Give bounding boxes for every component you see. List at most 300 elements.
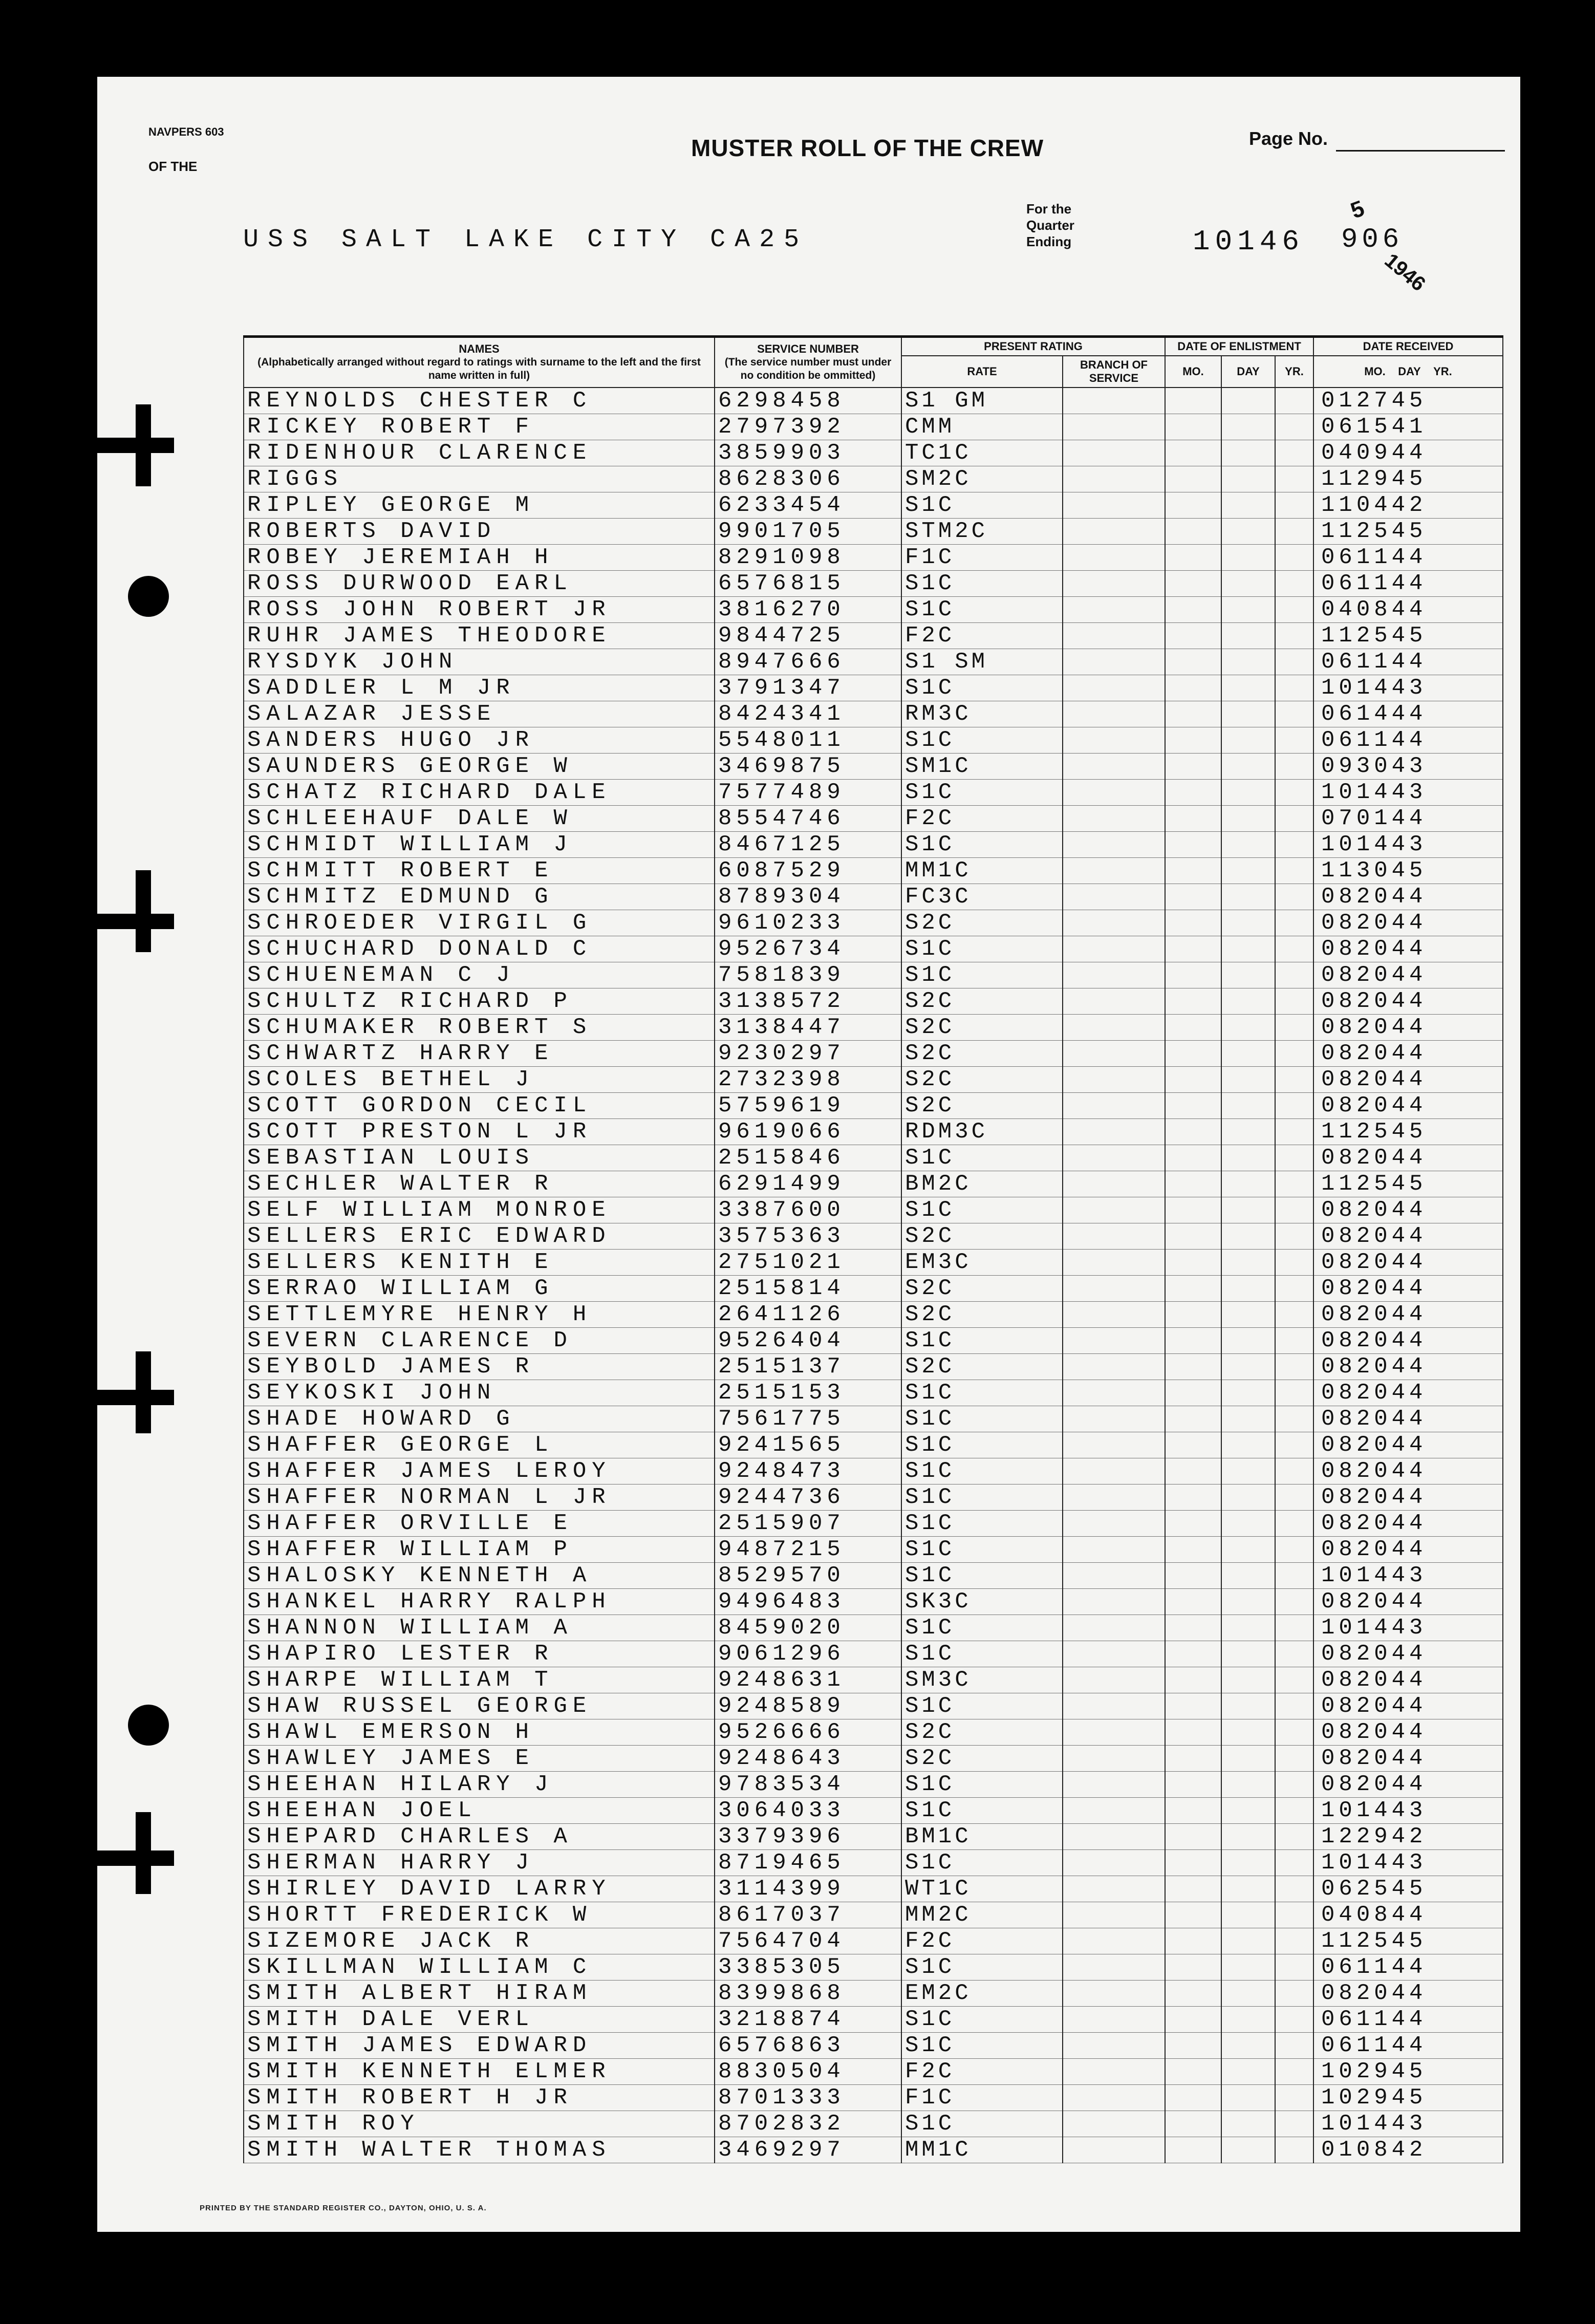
- date-received: 101443: [1313, 1615, 1503, 1641]
- service-number: 2641126: [715, 1302, 901, 1328]
- branch-of-service: [1063, 1876, 1165, 1902]
- enlistment-mo: [1165, 962, 1221, 988]
- enlistment-yr: [1275, 1380, 1313, 1406]
- crew-name: SHAFFER ORVILLE E: [244, 1511, 715, 1537]
- enlistment-day: [1221, 780, 1275, 806]
- crew-name: SMITH JAMES EDWARD: [244, 2033, 715, 2059]
- enlistment-mo: [1165, 910, 1221, 936]
- service-number: 9496483: [715, 1589, 901, 1615]
- table-row: [244, 910, 1503, 936]
- crew-name: SEYKOSKI JOHN: [244, 1380, 715, 1406]
- crew-name: SIZEMORE JACK R: [244, 1928, 715, 1954]
- table-row: [244, 2059, 1503, 2085]
- service-number: 8702832: [715, 2111, 901, 2137]
- service-number: 8424341: [715, 701, 901, 727]
- rate: S1C: [901, 571, 1063, 597]
- enlistment-yr: [1275, 2111, 1313, 2137]
- service-number: 2515137: [715, 1354, 901, 1380]
- service-number: 3469297: [715, 2137, 901, 2163]
- rate: S1C: [901, 597, 1063, 623]
- crew-name: ROBEY JEREMIAH H: [244, 545, 715, 571]
- enlistment-yr: [1275, 2059, 1313, 2085]
- date-received: 082044: [1313, 936, 1503, 962]
- date-received: 061144: [1313, 2007, 1503, 2033]
- table-row: [244, 1772, 1503, 1798]
- crew-name: SHADE HOWARD G: [244, 1406, 715, 1432]
- enlistment-yr: [1275, 806, 1313, 832]
- date-received: 113045: [1313, 858, 1503, 884]
- date-received: 062545: [1313, 1876, 1503, 1902]
- service-number: 3469875: [715, 754, 901, 780]
- branch-of-service: [1063, 1641, 1165, 1667]
- rate: S1C: [901, 780, 1063, 806]
- enlistment-mo: [1165, 701, 1221, 727]
- branch-of-service: [1063, 2085, 1165, 2111]
- table-row: [244, 414, 1503, 440]
- enlistment-day: [1221, 727, 1275, 754]
- enlistment-yr: [1275, 623, 1313, 649]
- enlistment-day: [1221, 466, 1275, 492]
- enlistment-day: [1221, 1981, 1275, 2007]
- crew-name: SCHWARTZ HARRY E: [244, 1041, 715, 1067]
- branch-of-service: [1063, 492, 1165, 519]
- enlistment-mo: [1165, 1406, 1221, 1432]
- enlistment-yr: [1275, 1876, 1313, 1902]
- rate: S1C: [901, 1537, 1063, 1563]
- date-received: 110442: [1313, 492, 1503, 519]
- rate: MM2C: [901, 1902, 1063, 1928]
- table-row: [244, 988, 1503, 1015]
- date-received: 082044: [1313, 1458, 1503, 1484]
- table-row: [244, 1328, 1503, 1354]
- branch-of-service: [1063, 440, 1165, 466]
- enlistment-mo: [1165, 623, 1221, 649]
- date-received: 040844: [1313, 597, 1503, 623]
- rate: S1C: [901, 1511, 1063, 1537]
- enlistment-day: [1221, 806, 1275, 832]
- page-no-line: [1336, 150, 1505, 152]
- branch-of-service: [1063, 988, 1165, 1015]
- crew-name: SMITH KENNETH ELMER: [244, 2059, 715, 2085]
- rate: S2C: [901, 910, 1063, 936]
- table-row: [244, 2137, 1503, 2163]
- crew-name: SHANNON WILLIAM A: [244, 1615, 715, 1641]
- date-received: 061144: [1313, 545, 1503, 571]
- rate: S1C: [901, 1484, 1063, 1511]
- service-number: 7577489: [715, 780, 901, 806]
- enlistment-day: [1221, 884, 1275, 910]
- crew-name: SCHULTZ RICHARD P: [244, 988, 715, 1015]
- service-number-header: SERVICE NUMBER (The service number must under no condition be ommitted): [715, 337, 901, 388]
- enlistment-yr: [1275, 2033, 1313, 2059]
- rate: S2C: [901, 1067, 1063, 1093]
- service-number: 6233454: [715, 492, 901, 519]
- table-row: [244, 466, 1503, 492]
- enlistment-mo: [1165, 1015, 1221, 1041]
- branch-of-service: [1063, 1406, 1165, 1432]
- enlistment-mo: [1165, 1981, 1221, 2007]
- rate: EM3C: [901, 1250, 1063, 1276]
- crew-name: SHARPE WILLIAM T: [244, 1667, 715, 1693]
- rate: EM2C: [901, 1981, 1063, 2007]
- enlistment-yr: [1275, 727, 1313, 754]
- crew-name: ROSS DURWOOD EARL: [244, 571, 715, 597]
- enlistment-yr: [1275, 492, 1313, 519]
- crew-name: SHEEHAN JOEL: [244, 1798, 715, 1824]
- binder-post: [136, 1351, 151, 1433]
- table-row: [244, 1667, 1503, 1693]
- enlistment-day: [1221, 1067, 1275, 1093]
- service-number: 8554746: [715, 806, 901, 832]
- enlistment-day: [1221, 1798, 1275, 1824]
- date-received: 082044: [1313, 1067, 1503, 1093]
- date-received: 082044: [1313, 1511, 1503, 1537]
- branch-of-service: [1063, 1772, 1165, 1798]
- date-received: 082044: [1313, 1589, 1503, 1615]
- enlistment-mo: [1165, 1145, 1221, 1171]
- crew-name: SHAFFER NORMAN L JR: [244, 1484, 715, 1511]
- crew-name: SCOTT PRESTON L JR: [244, 1119, 715, 1145]
- enlistment-mo: [1165, 1354, 1221, 1380]
- rate: CMM: [901, 414, 1063, 440]
- service-note: (The service number must under no condition be ommitted): [724, 356, 892, 381]
- enlistment-yr: [1275, 1302, 1313, 1328]
- enlistment-mo: [1165, 1197, 1221, 1223]
- date-received: 101443: [1313, 1850, 1503, 1876]
- table-row: [244, 1928, 1503, 1954]
- crew-name: SHAWL EMERSON H: [244, 1719, 715, 1746]
- rate: S1 SM: [901, 649, 1063, 675]
- enlistment-mo: [1165, 1276, 1221, 1302]
- crew-name: SMITH WALTER THOMAS: [244, 2137, 715, 2163]
- enlistment-mo: [1165, 1928, 1221, 1954]
- date-received: 082044: [1313, 1380, 1503, 1406]
- rate: S1C: [901, 1798, 1063, 1824]
- crew-name: SELLERS ERIC EDWARD: [244, 1223, 715, 1250]
- enlistment-yr: [1275, 2137, 1313, 2163]
- branch-of-service: [1063, 1589, 1165, 1615]
- branch-of-service: [1063, 2033, 1165, 2059]
- service-number: 3385305: [715, 1954, 901, 1981]
- enlistment-mo: [1165, 832, 1221, 858]
- table-row: [244, 1641, 1503, 1667]
- enlistment-yr: [1275, 1798, 1313, 1824]
- date-received: 122942: [1313, 1824, 1503, 1850]
- crew-name: RIGGS: [244, 466, 715, 492]
- branch-of-service: [1063, 1145, 1165, 1171]
- table-row: [244, 440, 1503, 466]
- table-row: [244, 727, 1503, 754]
- binder-hole: [128, 576, 169, 617]
- enlistment-mo: [1165, 1511, 1221, 1537]
- enlistment-day: [1221, 597, 1275, 623]
- service-number: 6576815: [715, 571, 901, 597]
- enlistment-mo: [1165, 2085, 1221, 2111]
- enlistment-yr: [1275, 1641, 1313, 1667]
- rate: S1C: [901, 1563, 1063, 1589]
- table-row: [244, 571, 1503, 597]
- table-row: [244, 1850, 1503, 1876]
- enlistment-yr: [1275, 597, 1313, 623]
- table-row: [244, 1458, 1503, 1484]
- service-number: 9248631: [715, 1667, 901, 1693]
- enlistment-day: [1221, 2137, 1275, 2163]
- rate: S1C: [901, 1328, 1063, 1354]
- table-row: [244, 1824, 1503, 1850]
- crew-name: SMITH ALBERT HIRAM: [244, 1981, 715, 2007]
- rate: SM1C: [901, 754, 1063, 780]
- branch-of-service: [1063, 1850, 1165, 1876]
- branch-of-service: [1063, 1667, 1165, 1693]
- enlistment-yr: [1275, 388, 1313, 414]
- service-number: 8830504: [715, 2059, 901, 2085]
- table-row: [244, 832, 1503, 858]
- branch-of-service: [1063, 1354, 1165, 1380]
- enlistment-day: [1221, 1041, 1275, 1067]
- table-row: [244, 675, 1503, 701]
- crew-name: SCHMITT ROBERT E: [244, 858, 715, 884]
- page-title: MUSTER ROLL OF THE CREW: [691, 135, 1044, 161]
- rate: S1C: [901, 1641, 1063, 1667]
- enlistment-yr: [1275, 2085, 1313, 2111]
- table-row: [244, 1563, 1503, 1589]
- enlistment-yr: [1275, 1954, 1313, 1981]
- service-number: 9526734: [715, 936, 901, 962]
- rate: S2C: [901, 988, 1063, 1015]
- date-received: 082044: [1313, 1354, 1503, 1380]
- enlistment-yr: [1275, 1615, 1313, 1641]
- enlistment-mo: [1165, 2059, 1221, 2085]
- service-number: 6576863: [715, 2033, 901, 2059]
- rate: RDM3C: [901, 1119, 1063, 1145]
- branch-of-service: [1063, 1093, 1165, 1119]
- enlistment-mo: [1165, 1563, 1221, 1589]
- enlistment-yr: [1275, 545, 1313, 571]
- service-number: 9248589: [715, 1693, 901, 1719]
- branch-of-service: [1063, 1902, 1165, 1928]
- crew-name: SANDERS HUGO JR: [244, 727, 715, 754]
- table-row: [244, 1015, 1503, 1041]
- rate: S1C: [901, 1145, 1063, 1171]
- date-received: 070144: [1313, 806, 1503, 832]
- date-received: 012745: [1313, 388, 1503, 414]
- table-row: [244, 1876, 1503, 1902]
- table-row: [244, 1798, 1503, 1824]
- branch-of-service: [1063, 754, 1165, 780]
- names-header: NAMES (Alphabetically arranged without regard to ratings with surname to the left and the first name written in full): [244, 337, 715, 388]
- rate: S1C: [901, 2033, 1063, 2059]
- table-row: [244, 2111, 1503, 2137]
- crew-name: ROBERTS DAVID: [244, 519, 715, 545]
- rate: SK3C: [901, 1589, 1063, 1615]
- crew-name: RYSDYK JOHN: [244, 649, 715, 675]
- enlistment-mo: [1165, 754, 1221, 780]
- rate: STM2C: [901, 519, 1063, 545]
- enlistment-yr: [1275, 1693, 1313, 1719]
- crew-name: SELF WILLIAM MONROE: [244, 1197, 715, 1223]
- enlistment-yr: [1275, 1223, 1313, 1250]
- enlistment-yr: [1275, 1537, 1313, 1563]
- table-row: [244, 1041, 1503, 1067]
- date-received: 082044: [1313, 1302, 1503, 1328]
- enlistment-mo: [1165, 1250, 1221, 1276]
- service-number: 9526666: [715, 1719, 901, 1746]
- crew-name: SCHATZ RICHARD DALE: [244, 780, 715, 806]
- binder-post: [136, 1812, 151, 1894]
- rate: S2C: [901, 1041, 1063, 1067]
- enlistment-day: [1221, 1772, 1275, 1798]
- service-number: 3387600: [715, 1197, 901, 1223]
- branch-of-service: [1063, 1458, 1165, 1484]
- enlistment-day: [1221, 623, 1275, 649]
- table-row: [244, 1067, 1503, 1093]
- enlistment-yr: [1275, 884, 1313, 910]
- rate: S1C: [901, 1615, 1063, 1641]
- enlistment-day: [1221, 1145, 1275, 1171]
- enlistment-day: [1221, 910, 1275, 936]
- enlistment-yr: [1275, 1667, 1313, 1693]
- enlistment-day: [1221, 1719, 1275, 1746]
- service-number: 8789304: [715, 884, 901, 910]
- branch-of-service: [1063, 1432, 1165, 1458]
- enlistment-yr: [1275, 1093, 1313, 1119]
- service-number: 3138572: [715, 988, 901, 1015]
- crew-name: RIPLEY GEORGE M: [244, 492, 715, 519]
- branch-of-service: [1063, 858, 1165, 884]
- branch-of-service: [1063, 1954, 1165, 1981]
- date-received: 082044: [1313, 1223, 1503, 1250]
- rate: S1C: [901, 962, 1063, 988]
- table-row: [244, 1615, 1503, 1641]
- branch-of-service: [1063, 1250, 1165, 1276]
- enlistment-yr: [1275, 649, 1313, 675]
- rate: F1C: [901, 2085, 1063, 2111]
- crew-name: SCOTT GORDON CECIL: [244, 1093, 715, 1119]
- table-row: [244, 1380, 1503, 1406]
- binder-hole: [128, 1705, 169, 1746]
- enlistment-yr: [1275, 1484, 1313, 1511]
- branch-of-service: [1063, 1015, 1165, 1041]
- crew-name: SHAW RUSSEL GEORGE: [244, 1693, 715, 1719]
- date-received: 082044: [1313, 962, 1503, 988]
- date-received: 082044: [1313, 1641, 1503, 1667]
- branch-of-service: [1063, 1223, 1165, 1250]
- branch-of-service: [1063, 1380, 1165, 1406]
- rate: F2C: [901, 1928, 1063, 1954]
- table-row: [244, 1119, 1503, 1145]
- crew-name: RUHR JAMES THEODORE: [244, 623, 715, 649]
- enlistment-day: [1221, 1511, 1275, 1537]
- date-received: 082044: [1313, 1981, 1503, 2007]
- enlistment-day: [1221, 414, 1275, 440]
- enlistment-mo: [1165, 2137, 1221, 2163]
- branch-of-service: [1063, 832, 1165, 858]
- rate: S1C: [901, 1850, 1063, 1876]
- date-received: 102945: [1313, 2085, 1503, 2111]
- received-mo-day-yr-header: MO. DAY YR.: [1313, 356, 1503, 388]
- rate: SM3C: [901, 1667, 1063, 1693]
- service-number: 9610233: [715, 910, 901, 936]
- enlistment-mo: [1165, 1615, 1221, 1641]
- date-received: 112545: [1313, 519, 1503, 545]
- enlistment-day: [1221, 2007, 1275, 2033]
- enlistment-mo: [1165, 936, 1221, 962]
- table-row: [244, 780, 1503, 806]
- date-received: 101443: [1313, 780, 1503, 806]
- rate: S1C: [901, 727, 1063, 754]
- enlistment-mo: [1165, 1641, 1221, 1667]
- enlistment-yr: [1275, 1772, 1313, 1798]
- enlistment-mo: [1165, 492, 1221, 519]
- table-row: [244, 2033, 1503, 2059]
- table-row: [244, 1511, 1503, 1537]
- service-number: 8399868: [715, 1981, 901, 2007]
- enlistment-mo: [1165, 649, 1221, 675]
- page-no-label: Page No.: [1249, 128, 1328, 149]
- enlistment-mo: [1165, 727, 1221, 754]
- enlistment-day: [1221, 1667, 1275, 1693]
- table-row: [244, 1537, 1503, 1563]
- rate: S1C: [901, 1458, 1063, 1484]
- branch-of-service: [1063, 701, 1165, 727]
- enlistment-mo: [1165, 1824, 1221, 1850]
- enlistment-day: [1221, 649, 1275, 675]
- stamp-year: 1946: [1380, 249, 1430, 296]
- crew-name: SMITH ROBERT H JR: [244, 2085, 715, 2111]
- enlistment-yr: [1275, 1276, 1313, 1302]
- service-number: 3379396: [715, 1824, 901, 1850]
- service-number: 6291499: [715, 1171, 901, 1197]
- branch-of-service: [1063, 466, 1165, 492]
- crew-name: RIDENHOUR CLARENCE: [244, 440, 715, 466]
- rate: F1C: [901, 545, 1063, 571]
- crew-name: SEYBOLD JAMES R: [244, 1354, 715, 1380]
- rate: S1C: [901, 1772, 1063, 1798]
- enlistment-day: [1221, 858, 1275, 884]
- enlistment-day: [1221, 1615, 1275, 1641]
- service-number: 7564704: [715, 1928, 901, 1954]
- rate: BM2C: [901, 1171, 1063, 1197]
- crew-name: SAUNDERS GEORGE W: [244, 754, 715, 780]
- date-received: 082044: [1313, 1145, 1503, 1171]
- enlistment-yr: [1275, 466, 1313, 492]
- crew-name: SERRAO WILLIAM G: [244, 1276, 715, 1302]
- enlistment-mo: [1165, 1589, 1221, 1615]
- service-number: 9619066: [715, 1119, 901, 1145]
- enlistment-mo: [1165, 1746, 1221, 1772]
- table-row: [244, 936, 1503, 962]
- enlistment-yr: [1275, 1067, 1313, 1093]
- date-received: 082044: [1313, 1537, 1503, 1563]
- service-number: 9230297: [715, 1041, 901, 1067]
- crew-name: SHEEHAN HILARY J: [244, 1772, 715, 1798]
- enlistment-day: [1221, 1354, 1275, 1380]
- enlistment-day: [1221, 492, 1275, 519]
- enlistment-yr: [1275, 1197, 1313, 1223]
- enlistment-yr: [1275, 1902, 1313, 1928]
- enlistment-day: [1221, 1746, 1275, 1772]
- rate: S1C: [901, 1954, 1063, 1981]
- enlistment-mo: [1165, 466, 1221, 492]
- date-received: 082044: [1313, 1746, 1503, 1772]
- branch-of-service: [1063, 2059, 1165, 2085]
- crew-name: RICKEY ROBERT F: [244, 414, 715, 440]
- enlistment-yr: [1275, 936, 1313, 962]
- enlistment-mo: [1165, 780, 1221, 806]
- rate: S2C: [901, 1719, 1063, 1746]
- enlistment-mo: [1165, 545, 1221, 571]
- crew-name: SCHROEDER VIRGIL G: [244, 910, 715, 936]
